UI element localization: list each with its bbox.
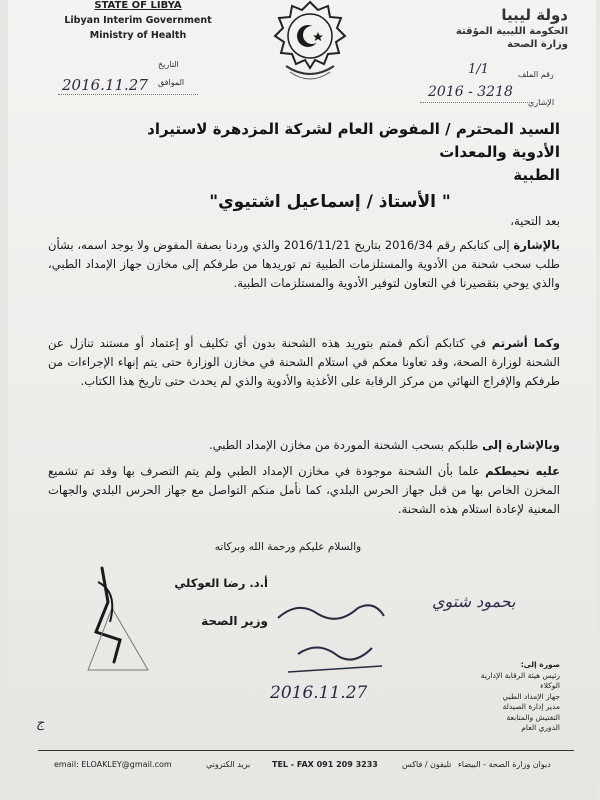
state-name-en: STATE OF LIBYA — [94, 0, 182, 11]
ministry-name-en: Ministry of Health — [89, 30, 187, 41]
paragraph-1 — [48, 236, 560, 293]
date-label: التاريخ — [158, 60, 179, 69]
footer — [38, 760, 574, 780]
signatory-name: أ.د. رضا العوكلي — [174, 576, 268, 590]
signatory-block — [68, 562, 268, 682]
state-name-ar: دولة ليبيا — [501, 6, 568, 24]
reference-label: الإشاري — [528, 98, 555, 107]
file-number-value: 1/1 — [468, 62, 489, 77]
paragraph-1-lead: بالإشارة — [513, 238, 560, 252]
addressee-block — [100, 118, 560, 214]
paragraph-2-text: في كتابكم أنكم قمتم بتوريد هذه الشحنة بدون أي تكليف أو إعتماد أو مستند تنازل عن الشحنة لوزارة الصحة، وقد تعاونا معكم في استلام الشحنة في مخازن الوزارة حتى يتم إنهاء الإجراءات من طرفكم والإفراج النهائي من مركز الرقابة على الأغذية والأدوية والذي لم يحدث حتى تاريخ هذا الكتاب. — [48, 336, 560, 388]
side-mark: ج — [36, 716, 45, 731]
paragraph-1-text: إلى كتابكم رقم 2016/34 بتاريخ 2016/11/21 والذي وردنا بصفة المفوض ولا يوجد اسمه، بشأن طلب سحب شحنة من الأدوية والمستلزمات الطبية تم توريدها من طرفكم إلى مخازن جهاز الإمداد الطبي، والذي يوحي بتقصيرنا في التعاون لتوفير الأدوية والمستلزمات الطبية. — [48, 238, 560, 290]
footer-email-label-ar: بريد الكتروني — [206, 760, 251, 769]
paragraph-4 — [48, 462, 560, 519]
greeting: بعد التحية، — [510, 214, 560, 228]
handwritten-date: 2016.11.27 — [270, 683, 368, 703]
paragraph-4-text: علما بأن الشحنة موجودة في مخازن الإمداد الطبي ولم يتم التصرف بها وقد تم تشميع المخزن الخاص بها من قبل جهاز الحرس البلدي، كما نأمل منكم التواصل مع جهاز الحرس البلدي والجهات المعنية لإعادة استلام هذه الشحنة. — [48, 464, 560, 516]
header-date-value: 2016.11.27 — [62, 76, 148, 94]
addressee-line-3: " الأستاذ / إسماعيل اشتيوي" — [209, 192, 451, 212]
paragraph-3-lead: وبالإشارة إلى — [482, 438, 560, 452]
closing: والسلام عليكم ورحمة الله وبركاته — [214, 541, 362, 553]
cc-item: رئيس هيئة الرقابة الإدارية — [480, 670, 560, 680]
signatory-title: وزير الصحة — [201, 614, 268, 628]
paragraph-3 — [48, 436, 560, 455]
header-right — [438, 6, 568, 50]
corresponding-label: الموافق — [158, 78, 185, 87]
footer-phone-label-ar: تليفون / فاكس — [402, 760, 452, 769]
addressee-line-2: الطبية — [513, 166, 560, 184]
handwritten-initials — [258, 596, 408, 696]
letter-page — [8, 0, 596, 800]
paragraph-4-lead: عليه نحيطكم — [485, 464, 560, 478]
government-name-ar: الحكومة الليبية المؤقتة — [455, 26, 568, 37]
cc-item: التفتيش والمتابعة — [506, 712, 560, 722]
cc-block — [440, 660, 560, 734]
reference-underline — [420, 102, 530, 103]
cc-item: الدوري العام — [521, 723, 560, 732]
paragraph-2-lead: وكما أشرتم — [491, 336, 560, 350]
paragraph-2 — [48, 334, 560, 391]
cc-item: جهاز الإمداد الطبي — [502, 691, 560, 701]
government-name-en: Libyan Interim Government — [64, 15, 212, 26]
footer-address: ديوان وزارة الصحة - البيضاء — [458, 760, 551, 769]
ministry-name-ar: وزارة الصحة — [507, 39, 568, 50]
cc-heading: صورة إلى: — [520, 660, 560, 669]
handwritten-note: بحمود شتوي — [432, 592, 516, 611]
footer-email: email: ELOAKLEY@gmail.com — [54, 760, 172, 769]
file-label: رقم الملف — [518, 70, 554, 79]
header-left — [48, 0, 228, 41]
cc-item: مدير إدارة الصيدلة — [502, 702, 560, 711]
addressee-line-1: السيد المحترم / المفوض العام لشركة المزدهرة لاستيراد الأدوية والمعدات — [147, 120, 560, 161]
footer-divider — [38, 750, 574, 751]
cc-item: الوكلاء — [540, 681, 560, 690]
footer-phone: TEL - FAX 091 209 3233 — [272, 760, 378, 769]
libya-emblem — [272, 0, 348, 88]
paragraph-3-text: طلبكم بسحب الشحنة الموردة من مخازن الإمداد الطبي. — [208, 438, 483, 452]
header-date-underline — [58, 94, 198, 95]
reference-number-value: 2016 - 3218 — [428, 84, 513, 100]
